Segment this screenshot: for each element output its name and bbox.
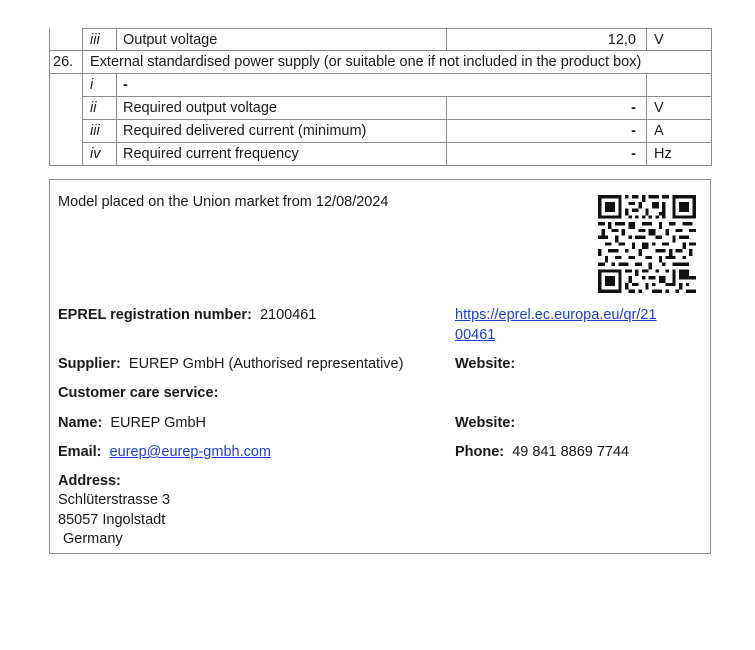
row-label: Required output voltage xyxy=(123,100,277,116)
name-value: EUREP GmbH xyxy=(110,415,207,431)
supplier-line xyxy=(58,355,403,374)
email-line xyxy=(58,443,271,462)
eprel-url-line-1[interactable]: https://eprel.ec.europa.eu/qr/21 xyxy=(455,307,657,323)
customer-website-label: Website: xyxy=(455,415,516,431)
name-line xyxy=(58,414,206,433)
address-label: Address: xyxy=(58,473,121,489)
supplier-website-label: Website: xyxy=(455,356,516,372)
row-unit: A xyxy=(654,123,664,139)
row-sub-index: iii xyxy=(90,123,100,139)
address-street: Schlüterstrasse 3 xyxy=(58,492,171,508)
row-value: - xyxy=(631,146,636,162)
row-sub-index: ii xyxy=(90,100,97,116)
row-unit: V xyxy=(654,100,664,116)
row-label: Output voltage xyxy=(123,32,218,48)
eprel-number: 2100461 xyxy=(259,307,317,323)
row-sub-index: iv xyxy=(90,146,101,162)
market-date-text: Model placed on the Union market from 12/08/2024 xyxy=(58,194,389,210)
name-label: Name: xyxy=(58,415,103,431)
supplier-label: Supplier: xyxy=(58,356,121,372)
address-city: 85057 Ingolstadt xyxy=(58,512,166,528)
eprel-link[interactable] xyxy=(455,306,657,325)
supplier-value: EUREP GmbH (Authorised representative) xyxy=(128,356,404,372)
row-unit: Hz xyxy=(654,146,672,162)
row-label: Required current frequency xyxy=(123,146,299,162)
row-unit: V xyxy=(654,32,664,48)
eprel-label: EPREL registration number: xyxy=(58,307,252,323)
row-sub-index: iii xyxy=(90,32,100,48)
section-number: 26. xyxy=(53,54,74,70)
row-value: 12,0 xyxy=(607,32,636,48)
phone-line xyxy=(455,443,629,462)
qr-code-icon[interactable] xyxy=(598,195,696,293)
section-title: External standardised power supply (or suitable one if not included in the product box) xyxy=(90,54,642,70)
row-value: - xyxy=(631,123,636,139)
email-link[interactable]: eurep@eurep-gmbh.com xyxy=(109,444,271,460)
email-label: Email: xyxy=(58,444,102,460)
row-sub-index: i xyxy=(90,77,94,93)
address-country: Germany xyxy=(63,531,123,547)
row-label: - xyxy=(123,77,128,93)
row-value: - xyxy=(631,100,636,116)
row-label: Required delivered current (minimum) xyxy=(123,123,367,139)
customer-care-heading: Customer care service: xyxy=(58,385,219,401)
spec-table xyxy=(49,28,712,166)
eprel-link-cont[interactable] xyxy=(455,326,495,345)
phone-value: 49 841 8869 7744 xyxy=(512,444,630,460)
supplier-info-box xyxy=(49,179,711,554)
phone-label: Phone: xyxy=(455,444,505,460)
eprel-line xyxy=(58,306,316,325)
eprel-url-line-2[interactable]: 00461 xyxy=(455,327,496,343)
